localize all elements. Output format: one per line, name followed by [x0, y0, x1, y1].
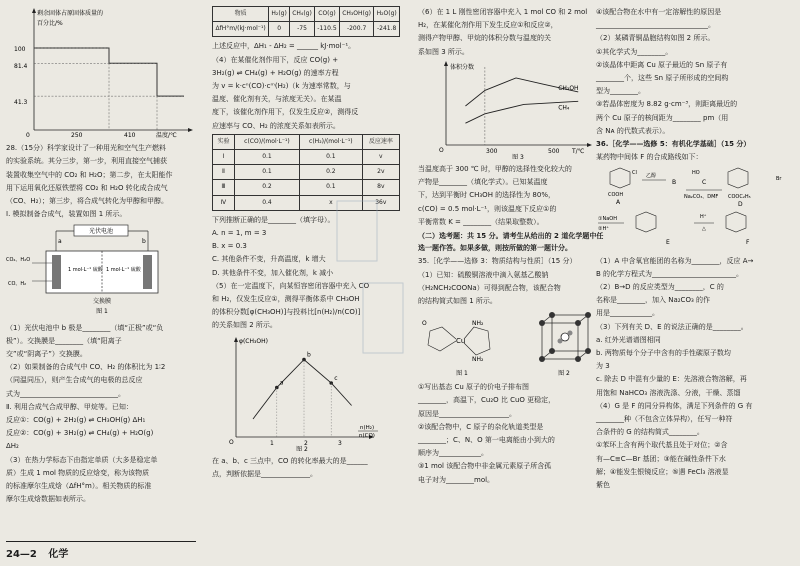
q36-subquestion-line: （2）B→D 的反应类型为________，C 的: [596, 283, 724, 292]
rate-table-cell: 0.1: [234, 150, 299, 165]
q28-part5-line: D. 其他条件不变，加入催化剂，k 减小: [212, 268, 334, 277]
q28-part5-line: 的关系如图 2 所示。: [212, 321, 277, 330]
fig2-x-tick-1: 1: [270, 439, 274, 447]
q36-subquestion-line: 用饱和 NaHCO₃ 溶液洗涤、分液，干燥、蒸馏: [596, 388, 741, 397]
q28-subquestion-line: （同温同压），则产生合成气的电极的总反应: [6, 376, 143, 385]
rate-table-cell: 0.4: [234, 195, 299, 210]
q28-part6-answer-line: 产物是________（填化学式）。已知某温度: [418, 178, 548, 187]
figure-2-unit-cell: [524, 309, 604, 379]
co2-h2o-inlet: CO₂、H₂O: [6, 257, 31, 264]
q36-subquestion-line: 解；④能发生银镜反应；⑤遇 FeCl₃ 溶液显: [596, 467, 729, 476]
q35-text-line: （H₂NCH₂COONa）可得到配合物，该配合物: [418, 283, 561, 292]
subject-label: 化学: [48, 549, 69, 560]
q36-subquestion-line: （3）下列有关 D、E 的说法正确的是________。: [596, 322, 748, 331]
column-3: [418, 6, 604, 487]
q28-part4-line: （4）在某催化剂作用下，反应 CO(g) +: [212, 55, 339, 64]
nh2-bottom: NH₂: [472, 356, 484, 364]
q36-subquestion-line: b. 两物质每个分子中含有的手性碳原子数均: [596, 349, 731, 358]
tick-250: 250: [71, 132, 83, 138]
rate-table-row: [213, 165, 400, 180]
reagent-hplus: H⁺: [700, 214, 707, 221]
y-axis-label-unit: 百分比/%: [37, 20, 63, 27]
nh2-top: NH₂: [472, 320, 484, 328]
q35-part2-line: 含 Nᴀ 的代数式表示）。: [596, 126, 670, 135]
watermark-stamp: [333, 195, 421, 373]
q28-part4-line: 温度、催化剂有关，与浓度无关）。在某温: [212, 95, 342, 104]
enthalpy-table-cell: 0: [269, 22, 290, 37]
fig2-y-label: φ(CH₃OH): [239, 337, 268, 345]
q28-part6-line: 测得产物甲醇、甲烷的体积分数与温度的关: [418, 34, 551, 43]
label-a: A: [616, 199, 621, 207]
rate-table-cell: 0.2: [234, 180, 299, 195]
enthalpy-table-cell: -75: [290, 22, 315, 37]
fig3-tick-500: 500: [548, 147, 560, 155]
electrode-a: a: [58, 238, 62, 246]
q35-subquestion-line: 原因是____________________。: [418, 409, 516, 418]
rate-table-cell: 0.2: [300, 165, 363, 180]
enthalpy-table-cell: -110.5: [315, 22, 340, 37]
q35-text-line: 的结构简式如图 1 所示。: [418, 297, 497, 306]
q35-part2-line: ②该晶体中距离 Cu 原子最近的 Sn 原子有: [596, 60, 728, 69]
ch4-label: CH₄: [558, 104, 570, 112]
figure-2-caption: 图 2: [296, 445, 308, 451]
q36-heading: 36.［化学——选修 5：有机化学基础］（15 分）: [596, 140, 751, 149]
mass-percent-temperature-figure: [6, 6, 196, 138]
tick-81-4: 81.4: [14, 63, 28, 70]
q36-subquestion-line: （4）G 是 F 的同分异构体，满足下列条件的 G 有: [596, 401, 753, 410]
q28-text-line: 装置收集空气中的 CO₂ 和 H₂O；第二步，在太阳能作: [6, 170, 173, 179]
fig2-origin: O: [229, 438, 234, 446]
fig3-origin: O: [439, 146, 444, 154]
label-b: B: [672, 179, 677, 187]
q28-part6-line: H₂，在某催化剂作用下发生反应①和反应②，: [418, 21, 558, 30]
x-axis-label: 温度/℃: [156, 132, 177, 138]
reagent-naoh: ①NaOH: [598, 216, 617, 223]
rate-table-cell: Ⅱ: [213, 165, 235, 180]
q28-subquestion-line: （2）如果制备的合成气中 CO、H₂ 的体积比为 1∶2: [6, 363, 166, 372]
rate-table-row: [213, 150, 400, 165]
q36-intro: 某药物中间体 F 的合成路线如下：: [596, 153, 703, 162]
q28-subquestion-line: 反应②：CO(g) + 3H₂(g) ⇌ CH₄(g) + H₂O(g): [6, 429, 154, 438]
q35-part2-line: ________个，这些 Sn 原子所形成的空间构: [596, 74, 729, 83]
enthalpy-table-header: H₂O(g): [374, 7, 400, 22]
co-h2-outlet: CO、H₂: [8, 281, 27, 288]
cu-center: Cu: [456, 337, 466, 346]
enthalpy-table-header: CH₃OH(g): [339, 7, 373, 22]
q28-part5-answer-line: 点，判断依据是______________。: [212, 470, 317, 479]
q28-text-line: 的实验系统。其分三步，第一步，利用直接空气捕获: [6, 157, 167, 166]
rate-table-cell: x: [300, 195, 363, 210]
oxygen-label: O: [422, 320, 427, 328]
tick-41-3: 41.3: [14, 99, 28, 106]
enthalpy-table-header: CH₄(g): [290, 7, 315, 22]
label-d: D: [738, 201, 743, 209]
left-acid-label: 1 mol·L⁻¹ 硫酸: [68, 267, 103, 274]
ch3oh-label: CH₃OH: [558, 84, 579, 92]
q28-part4-line: 上述反应中，ΔH₁ - ΔH₂ = ______ kJ·mol⁻¹。: [212, 42, 356, 51]
q28-part6-answer-line: 平衡常数 K = ________（结果取整数）。: [418, 217, 544, 226]
y-axis-label: 剩余固体占原固体质量的: [37, 10, 104, 17]
enthalpy-table-header: H₂(g): [269, 7, 290, 22]
q28-subquestion-line: 的标准摩尔生成焓（ΔfH°m）。相关物质的标准: [6, 482, 152, 491]
q28-part4-line: 3H₂(g) ⇌ CH₄(g) + H₂O(g) 的速率方程: [212, 68, 339, 77]
q28-part5-line: C. 其他条件不变，升高温度，k 增大: [212, 255, 326, 264]
rate-table-header: 实验: [213, 134, 235, 149]
q28-part6-line: （6）在 1 L 刚性密闭容器中充入 1 mol CO 和 2 mol: [418, 8, 588, 16]
membrane-label: 交换膜: [92, 298, 112, 306]
q28-part5-line: 和 H₂，仅发生反应①，测得平衡体系中 CH₃OH: [212, 295, 360, 304]
q35-part2-line: 两个 Cu 原子的核间距为________ pm（用: [596, 113, 729, 122]
q36-subquestion-line: 名称是________，加入 Na₂CO₃ 的作: [596, 296, 710, 305]
tick-410: 410: [124, 132, 136, 138]
q36-subquestion-line: ________种（不包含立体异构），任写一种符: [596, 415, 733, 424]
synthesis-scheme: [596, 164, 796, 250]
fig2-x-tick-2: 2: [304, 439, 308, 447]
q36-subquestion-line: B 的化学方程式为________________________。: [596, 269, 744, 278]
q36-subquestion-line: （1）A 中含氧官能团的名称为________，反应 A→: [596, 256, 754, 265]
q35-subquestion-line: 电子对为________mol。: [418, 475, 495, 484]
q28-subquestion-line: 交”或“阴离子”）交换膜。: [6, 350, 87, 359]
q35-text-line: （1）已知：硫酸铜溶液中滴入氨基乙酸钠: [418, 270, 549, 279]
enthalpy-table-header: CO(g): [315, 7, 340, 22]
fig2-x-tick-3: 3: [338, 439, 342, 447]
point-label: c: [334, 374, 338, 382]
enthalpy-table-cell: -241.8: [374, 22, 400, 37]
right-acid-label: 1 mol·L⁻¹ 硫酸: [106, 267, 141, 274]
enthalpy-table-cell: ΔfH°m/(kJ·mol⁻¹): [213, 22, 269, 37]
rate-table-cell: 2v: [362, 165, 399, 180]
rate-table-cell: 8v: [362, 180, 399, 195]
page-footer: [6, 541, 196, 560]
rate-table-cell: 36v: [362, 195, 399, 210]
rate-table-cell: 0.1: [300, 180, 363, 195]
q28-subquestion-line: （1）光伏电池中 b 极是________（填“正极”或“负: [6, 323, 164, 332]
q28-part6-answer-line: 下，达到平衡时 CH₃OH 的选择性为 80%，: [418, 191, 555, 200]
q28-subquestion-line: 极”）。交换膜是________（填“阳离子: [6, 336, 122, 345]
q28-part6-answer-line: 当温度高于 300 ℃ 时，甲醇的选择性变化较大的: [418, 165, 572, 174]
q28-part5-line: B. x = 0.3: [212, 242, 247, 251]
q35-part2-line: 型为________。: [596, 87, 645, 96]
q36-subquestion-line: ①苯环上含有两个取代基且处于对位；②含: [596, 441, 728, 450]
q28-part4-line: 度下，该催化剂作用下，仅发生反应②，测得反: [212, 108, 359, 117]
reagent-h-plus: ②H⁺: [598, 226, 609, 233]
q28-subquestion-line: 式为____________________________。: [6, 389, 125, 398]
q28-part5-line: A. n = 1, m = 3: [212, 229, 267, 238]
enthalpy-table-cell: -200.7: [339, 22, 373, 37]
figure-1-caption: 图 1: [96, 308, 108, 316]
figure-1-electrolysis-cell: [6, 223, 196, 315]
q28-subquestion-line: ΔH₂: [6, 442, 19, 451]
electrode-b: b: [142, 238, 146, 246]
column-4: [596, 6, 796, 492]
tick-100: 100: [14, 46, 26, 53]
q28-subquestion-line: Ⅱ. 利用合成气合成甲醇、甲烷等。已知：: [6, 402, 133, 411]
q35-subquestion-line: ①写出基态 Cu 原子的价电子排布图: [418, 383, 530, 392]
fig3-y-label: 体积分数: [450, 63, 475, 71]
label-c: C: [702, 179, 707, 187]
figure-3-caption: 图 3: [512, 153, 524, 159]
reagent-cl: Cl: [632, 170, 637, 177]
q28-part6-answer-line: c(CO) = 0.5 mol·L⁻¹，则该温度下反应①的: [418, 204, 557, 213]
rate-table-cell: Ⅳ: [213, 195, 235, 210]
tick-0: 0: [26, 132, 30, 138]
fig2-x-label-den: n(CO): [359, 432, 375, 439]
q28-text-line: 28.（15分）科学家设计了一种用光和空气生产燃料: [6, 144, 167, 153]
rate-table-cell: 0.1: [234, 165, 299, 180]
reagent-c-ho: HO: [692, 170, 700, 177]
q28-part4-line: 为 v = k·cⁿ(CO)·cᵐ(H₂)（k 为速率常数，与: [212, 82, 351, 91]
fig3-tick-300: 300: [486, 147, 498, 155]
q28-part5-line: （5）在一定温度下，向某恒容密闭容器中充入 CO: [212, 281, 370, 290]
q35-text-line: 35.［化学——选修 3：物质结构与性质］（15 分）: [418, 257, 577, 266]
rate-table-header: 反应速率: [362, 134, 399, 149]
q35-subquestion-line: ________；C、N、O 第一电离能由小到大的: [418, 436, 555, 445]
reagent-na2co3: Na₂CO₃、DMF: [684, 194, 719, 201]
figure-1-copper-complex: [418, 309, 506, 379]
q28-part5-line: 的体积分数[φ(CH₃OH)]与投料比[n(H₂)/n(CO)]: [212, 308, 361, 317]
column-1: [6, 6, 196, 506]
q35-part2-line: ④该配合物在水中有一定溶解性的原因是: [596, 8, 722, 16]
q28-subquestion-line: 反应①：CO(g) + 2H₂(g) ⇌ CH₃OH(g) ΔH₁: [6, 416, 146, 425]
fig2-x-label-num: n(H₂): [360, 424, 375, 431]
enthalpy-table-header: 物质: [213, 7, 269, 22]
q35-part2-line: （2）某磷青铜晶胞结构如图 2 所示。: [596, 34, 715, 43]
q36-subquestion-line: 有—C≡C—Br 基团；③能在碱性条件下水: [596, 454, 726, 463]
label-e: E: [666, 239, 670, 247]
pv-cell-label: 光伏电池: [88, 228, 114, 236]
q28-part6-line: 系如图 3 所示。: [418, 47, 469, 56]
q28-text-line: （CO、H₂）；第三步，将合成气转化为甲醇和甲醇。: [6, 197, 168, 206]
q36-subquestion-line: c. 除去 D 中混有少量的 E：先溶液合物溶解，再: [596, 375, 747, 384]
rate-table-cell: v: [362, 150, 399, 165]
complex-caption: 图 1: [456, 370, 468, 378]
q28-text-line: Ⅰ. 模拟制备合成气，装置如图 1 所示。: [6, 210, 127, 219]
label-f: F: [746, 239, 750, 247]
point-label: b: [307, 351, 311, 359]
q35-part2-line: ________________________________。: [596, 21, 715, 30]
rate-table-header: c(CO)/(mol·L⁻¹): [234, 134, 299, 149]
rate-table-cell: 0.1: [300, 150, 363, 165]
reagent-heat: △: [702, 226, 706, 233]
rate-table-header: c(H₂)/(mol·L⁻¹): [300, 134, 363, 149]
figure-3-volume-fraction: [418, 59, 598, 159]
cell-caption: 图 2: [558, 370, 570, 378]
enthalpy-table: [212, 6, 400, 37]
rate-table-cell: Ⅲ: [213, 180, 235, 195]
q28-part4-line: 应速率与 CO、H₂ 的浓度关系如表所示。: [212, 121, 340, 130]
q36-subquestion-line: a. 红外光谱谱图相同: [596, 335, 661, 344]
q36-subquestion-line: 紫色: [596, 481, 610, 490]
q35-subquestion-line: ②该配合物中，C 原子的杂化轨道类型是: [418, 422, 544, 431]
q28-part5-line: 下列推断正确的是________（填字母）。: [212, 215, 335, 224]
reagent-ethanol: 乙醇: [646, 173, 657, 180]
q35-subquestion-line: ________，高温下，Cu₂O 比 CuO 更稳定，: [418, 396, 556, 405]
q36-subquestion-line: 合条件的 G 的结构简式________。: [596, 428, 704, 437]
q28-subquestion-line: 摩尔生成焓数据如表所示。: [6, 495, 90, 504]
q35-subquestion-line: 顺序为____________。: [418, 449, 488, 458]
q28-part5-answer-line: 在 a、b、c 三点中，CO 的转化率最大的是______: [212, 456, 368, 465]
q36-subquestion-line: 为 3: [596, 362, 610, 371]
q28-subquestion-line: 质）生成 1 mol 物质的反应焓变，称为该物质: [6, 468, 150, 477]
d-cooc2h5: COOC₂H₅: [728, 194, 751, 201]
rate-table-cell: Ⅰ: [213, 150, 235, 165]
rate-table-row: [213, 180, 400, 195]
a-cooh: COOH: [608, 192, 624, 199]
q35-part2-line: ③若晶体密度为 8.82 g·cm⁻³，则距离最近的: [596, 100, 738, 109]
q28-text-line: 用下运用氧化还原铁塑将 CO₂ 和 H₂O 转化成合成气: [6, 183, 168, 192]
q35-part2-line: ①其化学式为________。: [596, 47, 673, 56]
q35-subquestion-line: ③1 mol 该配合物中非金属元素原子所含孤: [418, 462, 552, 471]
q36-subquestion-line: 用是____________。: [596, 309, 659, 318]
page-number: 24—2: [6, 549, 37, 560]
q28-subquestion-line: （3）在热力学标态下由指定单质（大多是稳定单: [6, 455, 158, 464]
fig3-x-label: T/℃: [572, 147, 585, 155]
point-label: a: [279, 379, 284, 387]
elective-section-heading: （二）选考题：共 15 分。请考生从给出的 2 道化学题中任选一题作答。如果多做，则按所做的第一题计分。: [418, 232, 604, 253]
d-br: Br: [776, 176, 782, 183]
